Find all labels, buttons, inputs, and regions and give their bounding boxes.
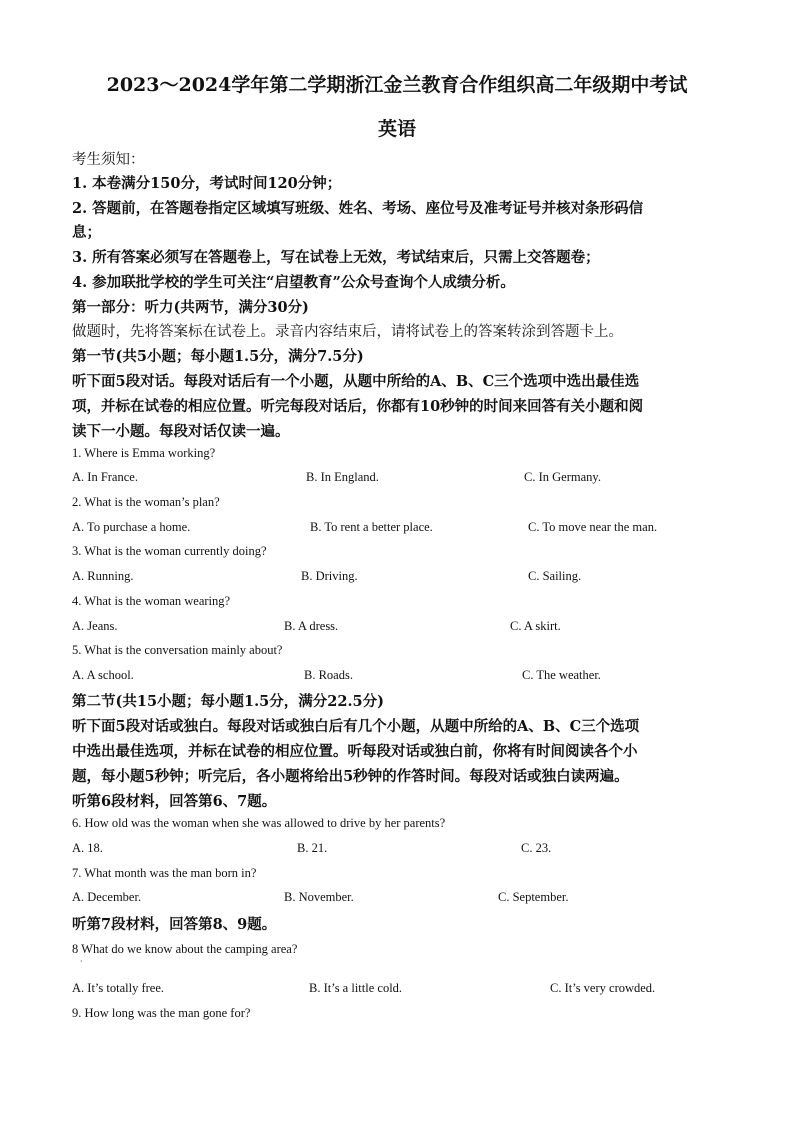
- option-a: A. To purchase a home.: [72, 520, 191, 534]
- option-a: A. It’s totally free.: [72, 981, 164, 995]
- option-b: B. Driving.: [301, 569, 358, 583]
- question-5: 5. What is the conversation mainly about?: [72, 643, 283, 657]
- option-a: A. In France.: [72, 470, 138, 484]
- section2-instruction: 听下面5段对话或独白。每段对话或独白后有几个小题，从题中所给的A、B、C三个选项: [72, 718, 640, 735]
- section2-instruction: 题，每小题5秒钟；听完后，各小题将给出5秒钟的作答时间。每段对话或独白读两遍。: [72, 768, 629, 785]
- question-6: 6. How old was the woman when she was allowed to drive by her parents?: [72, 816, 446, 830]
- section1-instruction: 项，并标在试卷的相应位置。听完每段对话后，你都有10秒钟的时间来回答有关小题和阅: [72, 398, 644, 415]
- option-a: A. A school.: [72, 668, 134, 682]
- notice-heading: 考生须知：: [72, 152, 145, 168]
- section1-instruction: 听下面5段对话。每段对话后有一个小题，从题中所给的A、B、C三个选项中选出最佳选: [72, 373, 640, 390]
- option-c: C. A skirt.: [510, 619, 561, 633]
- question-2: 2. What is the woman’s plan?: [72, 495, 220, 509]
- notice-item: 息；: [72, 224, 101, 241]
- option-a: A. December.: [72, 890, 142, 904]
- option-c: C. To move near the man.: [528, 520, 658, 534]
- option-b: B. It’s a little cold.: [309, 981, 403, 995]
- option-c: C. 23.: [521, 841, 552, 855]
- option-c: C. It’s very crowded.: [550, 981, 656, 995]
- option-a: A. Running.: [72, 569, 134, 583]
- subject-title: 英语: [377, 118, 416, 140]
- notice-item: 3. 所有答案必须写在答题卷上，写在试卷上无效，考试结束后，只需上交答题卷；: [72, 249, 600, 266]
- part1-heading: 第一部分：听力(共两节，满分30分): [72, 299, 309, 316]
- question-9: 9. How long was the man gone for?: [72, 1006, 251, 1020]
- option-c: C. September.: [498, 890, 569, 904]
- question-7: 7. What month was the man born in?: [72, 866, 257, 880]
- option-c: C. Sailing.: [528, 569, 582, 583]
- section2-instruction: 中选出最佳选项，并标在试卷的相应位置。听每段对话或独白前，你将有时间阅读各个小: [72, 743, 638, 760]
- option-a: A. 18.: [72, 841, 103, 855]
- question-1: 1. Where is Emma working?: [72, 446, 216, 460]
- option-b: B. A dress.: [284, 619, 339, 633]
- notice-item: 4. 参加联批学校的学生可关注“启望教育”公众号查询个人成绩分析。: [72, 274, 515, 291]
- part1-instruction: 做题时，先将答案标在试卷上。录音内容结束后，请将试卷上的答案转涂到答题卡上。: [72, 324, 623, 340]
- section1-heading: 第一节(共5小题；每小题1.5分，满分7.5分): [72, 348, 364, 365]
- notice-item: 1. 本卷满分150分，考试时间120分钟；: [72, 175, 342, 192]
- stray-dot: ·: [80, 957, 83, 966]
- option-c: C. The weather.: [522, 668, 601, 682]
- section1-instruction: 读下一小题。每段对话仅读一遍。: [72, 423, 290, 440]
- option-b: B. To rent a better place.: [310, 520, 433, 534]
- option-a: A. Jeans.: [72, 619, 118, 633]
- exam-title: 2023～2024学年第二学期浙江金兰教育合作组织高二年级期中考试: [106, 74, 688, 96]
- question-4: 4. What is the woman wearing?: [72, 594, 231, 608]
- option-c: C. In Germany.: [524, 470, 601, 484]
- option-b: B. November.: [284, 890, 354, 904]
- option-b: B. In England.: [306, 470, 379, 484]
- notice-item: 2. 答题前，在答题卷指定区域填写班级、姓名、考场、座位号及准考证号并核对条形码信: [72, 200, 644, 217]
- section2-heading: 第二节(共15小题；每小题1.5分，满分22.5分): [72, 693, 384, 710]
- option-b: B. 21.: [297, 841, 328, 855]
- material-6-heading: 听第6段材料，回答第6、7题。: [72, 793, 277, 810]
- question-3: 3. What is the woman currently doing?: [72, 544, 267, 558]
- question-8: 8 What do we know about the camping area?: [72, 942, 298, 956]
- material-7-heading: 听第7段材料，回答第8、9题。: [72, 916, 277, 933]
- option-b: B. Roads.: [304, 668, 353, 682]
